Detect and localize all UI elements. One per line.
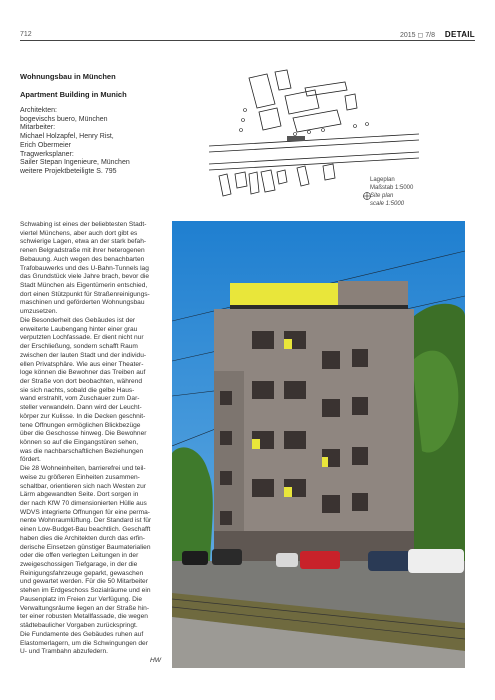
body-line: Schwabing ist eines der beliebtesten Stadt- <box>20 221 147 228</box>
body-line: tene Öffnungen ermöglichen Blickbezüge <box>20 421 141 429</box>
body-line: Stadt München als Eigentümerin entschied, <box>20 282 148 290</box>
credit-line: Michael Holzapfel, Henry Rist, <box>20 133 114 141</box>
credit-line: bogevischs buero, München <box>20 115 108 123</box>
body-line: Bebauung. Auch wegen des benachbarten <box>20 255 145 263</box>
credit-line: Erich Obermeier <box>20 141 71 149</box>
body-line: Reinigungsfahrzeuge geparkt, gewaschen <box>20 569 144 577</box>
credits-block <box>20 107 170 177</box>
brand-logo: DETAIL <box>444 30 475 39</box>
caption-en-line2: scale 1:5000 <box>370 201 405 207</box>
article-title-de: Wohnungsbau in München <box>20 72 116 81</box>
author-signature: HW <box>150 657 161 664</box>
caption-de-line2: Maßstab 1:5000 <box>370 185 414 191</box>
article-title-en: Apartment Building in Munich <box>20 90 127 99</box>
body-line: ellen Privatsphäre. Wie aus einer Theater- <box>20 360 144 368</box>
body-line: der Straße von dort beobachten, während <box>20 377 143 385</box>
issue-label: 2015 ◻ 7/8 <box>399 32 435 39</box>
body-line: Die Besonderheit des Gebäudes ist der <box>20 316 136 324</box>
credit-line: Architekten: <box>20 107 57 114</box>
body-line: WDVS integrierte Öffnungen für eine perma- <box>20 508 150 516</box>
body-text <box>20 221 164 657</box>
credit-line: Tragwerksplaner: <box>20 150 74 158</box>
body-line: steller verwandeln. Dann wird der Leucht- <box>20 404 142 412</box>
body-line: zweigeschossigen Tiefgarage, in der die <box>20 561 138 569</box>
body-line: maschinen und geförderten Wohnungsbau <box>20 299 145 307</box>
body-line: der Erschließung, sondern schafft Raum <box>20 343 138 351</box>
body-line: dort einen Stützpunkt für Straßenreinigungs- <box>20 290 150 298</box>
body-line: Elastomerlagern, um die Schwingungen der <box>20 639 148 647</box>
body-line: schaltbar, orientieren sich nach Westen zur <box>20 482 146 490</box>
body-line: Lärm abgewandten Seite. Dort sorgen in <box>20 491 139 499</box>
body-line: zwischen der lauten Stadt und der individu- <box>20 351 147 359</box>
body-line: über die Geschosse hinweg. Die Bewohner <box>20 430 147 438</box>
body-line: Pausenplatz im Freien zur Verfügung. Die <box>20 595 143 603</box>
body-line: erweiterte Laubengang hinter einer grau <box>20 325 138 333</box>
body-line: was die nachbarschaftlichen Beziehungen <box>20 447 144 455</box>
caption-en-line1: Site plan <box>370 193 394 199</box>
body-line: körper zur Kulisse. In die Decken geschnit- <box>20 412 146 420</box>
body-line: Die 28 Wohneinheiten, barrierefrei und teil- <box>20 465 146 473</box>
body-line: der nach KfW 70 dimensionierten Hülle aus <box>20 500 147 507</box>
credit-line: Sailer Stepan Ingenieure, München <box>20 159 130 167</box>
body-line: stehen im Erdgeschoss Sozialräume und ein <box>20 587 151 595</box>
building-photo <box>172 221 465 668</box>
body-line: verputzten Lochfassade. Er dient nicht nur <box>20 334 144 342</box>
body-line: wand erstrahlt, vom Zuschauer zum Dar- <box>20 395 140 403</box>
body-line: schwierige Lagen, etwa an der stark befah- <box>20 238 147 246</box>
site-plan-caption <box>370 176 413 208</box>
body-line: sie sich nachts, sobald die gelbe Haus- <box>20 386 135 394</box>
body-line: einen Low-Budget-Bau beachtlich. Geschafft <box>20 526 151 534</box>
page-number: 712 <box>20 31 32 38</box>
body-line: U- und Trambahn abzufedern. <box>20 648 108 656</box>
body-line: Die Fundamente des Gebäudes ruhen auf <box>20 630 144 638</box>
body-line: renen Belgradstraße mit ihrer heterogenen <box>20 247 145 255</box>
body-line: ter einer robusten Metallfassade, die wegen <box>20 613 148 621</box>
body-line: umzusetzen. <box>20 308 58 316</box>
body-line: haben dies die Architekten durch das erfin- <box>20 534 145 542</box>
body-line: das Grundstück viele Jahre brach, bevor die <box>20 273 150 281</box>
credit-line: Mitarbeiter: <box>20 124 56 132</box>
credit-line: weitere Projektbeteiligte S. 795 <box>20 167 117 175</box>
body-line: derische Einsetzen günstiger Baumaterialien <box>20 543 151 551</box>
header-rule <box>20 40 475 41</box>
body-line: können so auf die Eingangstüren sehen, <box>20 438 139 446</box>
body-line: oder die offen verlegten Leitungen in der <box>20 552 139 560</box>
body-line: Verwaltungsräume liegen an der Straße hin- <box>20 604 150 612</box>
body-line: weise zu größeren Einheiten zusammen- <box>20 473 140 481</box>
body-line: und gewartet werden. Für die 50 Mitarbeiter <box>20 578 148 586</box>
body-line: Trafobauwerks und des U-Bahn-Tunnels lag <box>20 264 149 272</box>
body-line: loge können die Bewohner das Treiben auf <box>20 369 146 377</box>
caption-de-line1: Lageplan <box>370 177 395 183</box>
body-line: viertel Münchens, aber auch dort gibt es <box>20 229 138 237</box>
body-line: fördert. <box>20 456 41 464</box>
body-line: nente Wohnraumlüftung. Der Standard ist für <box>20 517 152 525</box>
body-line: städtebaulicher Vorgaben zurückspringt. <box>20 622 138 630</box>
